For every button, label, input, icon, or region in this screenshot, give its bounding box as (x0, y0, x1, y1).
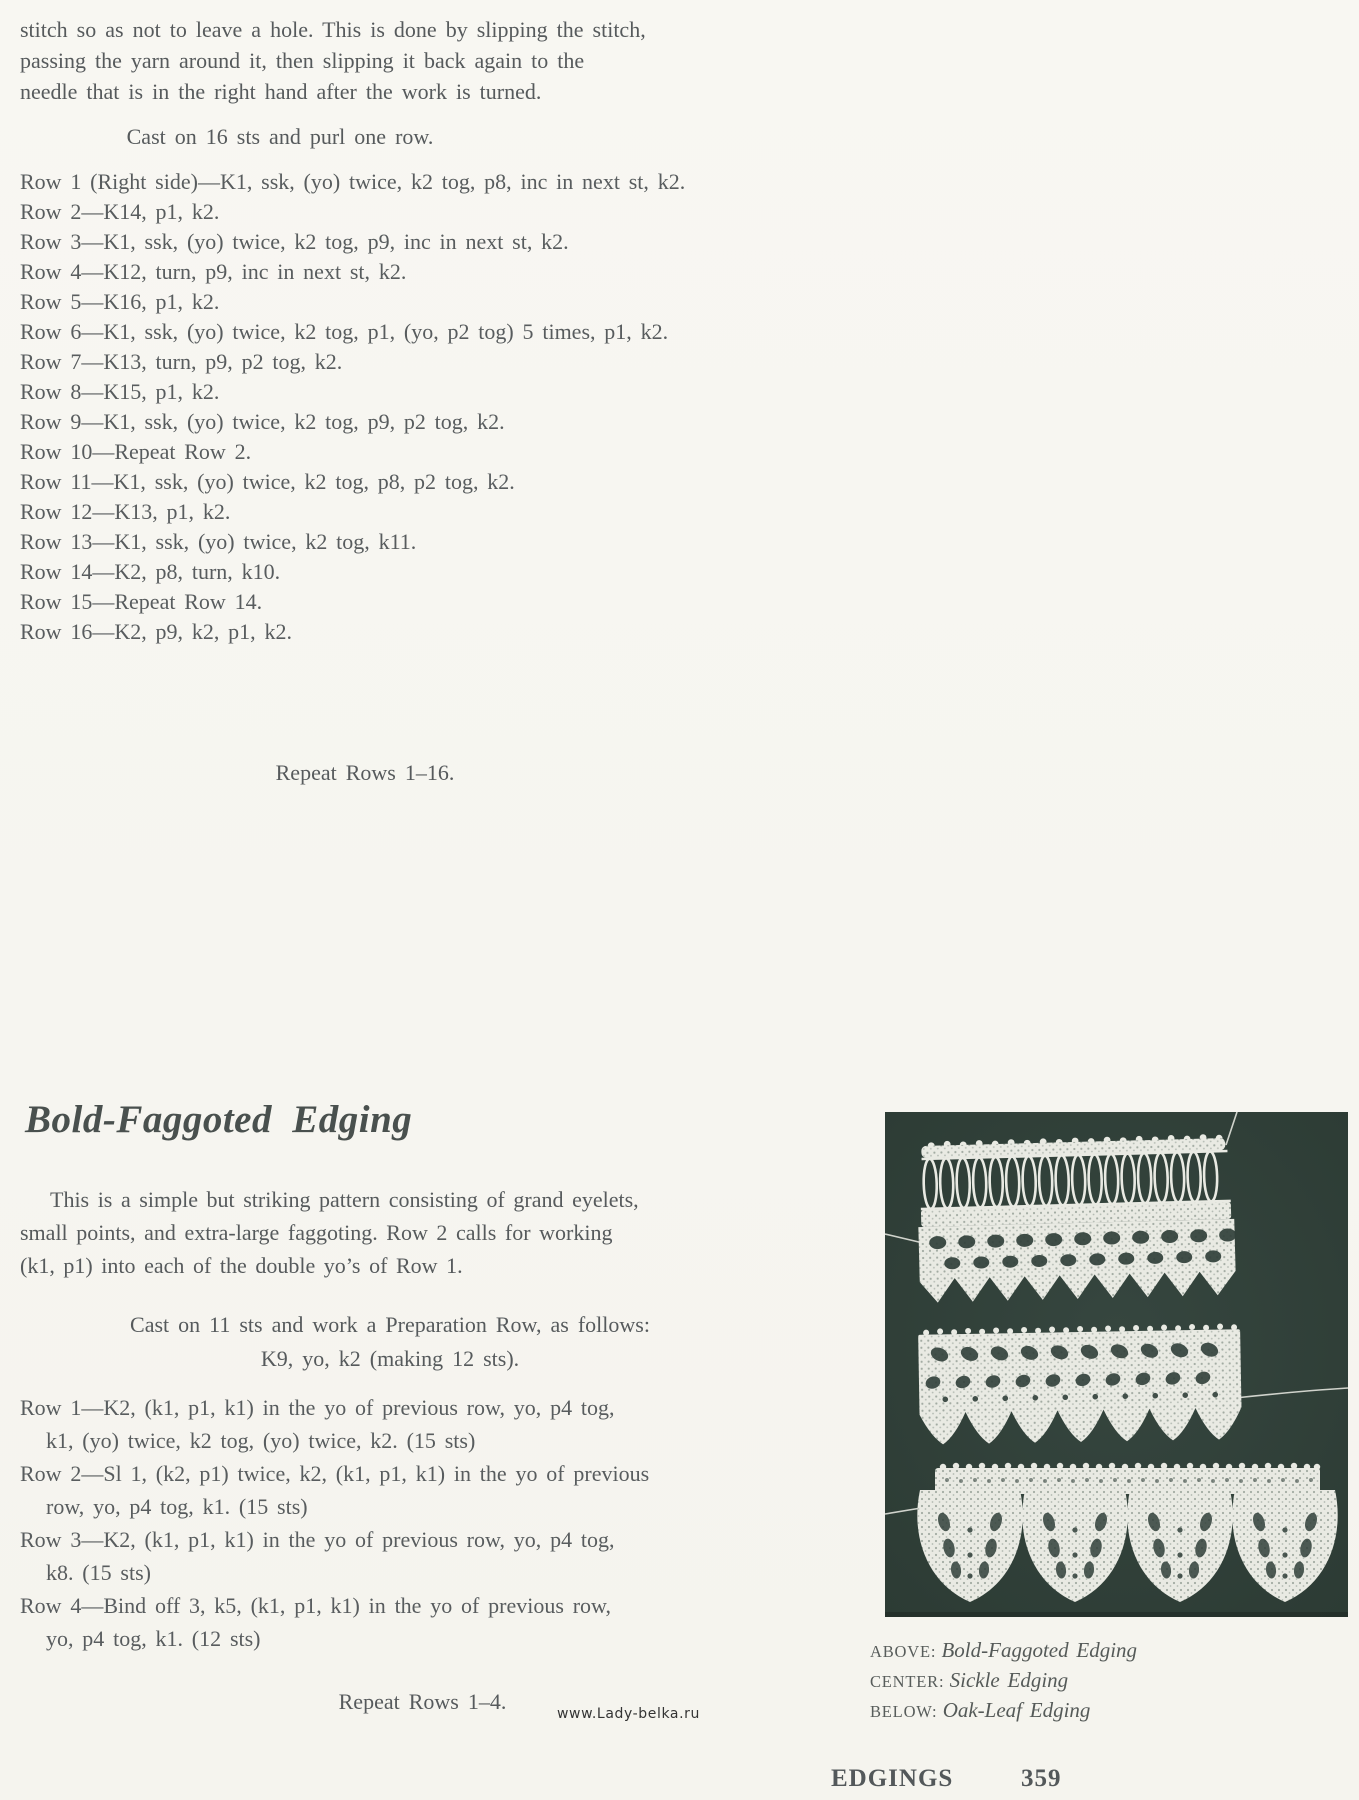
footer-page-number: 359 (1021, 1765, 1062, 1792)
row-instruction: Row 6—K1, ssk, (yo) twice, k2 tog, p1, (yo, p2 tog) 5 times, p1, k2. (20, 319, 669, 344)
row-instruction: Row 2—Sl 1, (k2, p1) twice, k2, (k1, p1, k1) in the yo of previous row, yo, p4 tog, k1. (15 sts) (20, 1461, 650, 1519)
caption-position-label: CENTER: (870, 1672, 945, 1691)
caption-position-label: ABOVE: (870, 1642, 937, 1661)
row-instruction: Row 13—K1, ssk, (yo) twice, k2 tog, k11. (20, 529, 417, 554)
section-heading: Bold-Faggoted Edging (25, 1098, 413, 1141)
cast-on-11-lines (0, 1308, 780, 1376)
paragraph-line: (k1, p1) into each of the double yo’s of Row 1. (20, 1253, 463, 1278)
row-instruction: Row 11—K1, ssk, (yo) twice, k2 tog, p8, p2 tog, k2. (20, 469, 515, 494)
row-instruction: Row 15—Repeat Row 14. (20, 589, 263, 614)
row-instruction: Row 12—K13, p1, k2. (20, 499, 231, 524)
row-instruction: Row 1 (Right side)—K1, ssk, (yo) twice, k2 tog, p8, inc in next st, k2. (20, 169, 686, 194)
row-instruction: Row 3—K2, (k1, p1, k1) in the yo of previous row, yo, p4 tog, k8. (15 sts) (20, 1527, 615, 1585)
caption-edging-name: Bold-Faggoted Edging (941, 1638, 1138, 1662)
row-instruction: Row 7—K13, turn, p9, p2 tog, k2. (20, 349, 343, 374)
row-instruction: Row 4—Bind off 3, k5, (k1, p1, k1) in the yo of previous row, yo, p4 tog, k1. (12 sts) (20, 1593, 612, 1651)
lace-edgings-photo (885, 1112, 1348, 1617)
cast-on-line: Cast on 11 sts and work a Preparation Row, as follows: (130, 1312, 650, 1337)
row-instruction: Row 10—Repeat Row 2. (20, 439, 252, 464)
caption-edging-name: Sickle Edging (949, 1668, 1069, 1692)
section-intro-paragraph (20, 1183, 639, 1282)
repeat-rows-16-line: Repeat Rows 1–16. (275, 760, 455, 785)
repeat-rows-4-line: Repeat Rows 1–4. (338, 1689, 507, 1714)
row-instructions-1-16 (20, 167, 685, 647)
site-watermark: www.Lady-belka.ru (557, 1706, 700, 1722)
paragraph-line: needle that is in the right hand after the work is turned. (20, 79, 542, 104)
caption-position-label: BELOW: (870, 1702, 938, 1721)
row-instruction: Row 5—K16, p1, k2. (20, 289, 220, 314)
row-instruction: Row 1—K2, (k1, p1, k1) in the yo of previous row, yo, p4 tog, k1, (yo) twice, k2 tog, (yo) twice, k2. (15 sts) (20, 1395, 615, 1453)
page-footer (0, 1765, 1359, 1797)
cast-on-line: K9, yo, k2 (making 12 sts). (260, 1346, 520, 1371)
paragraph-line: stitch so as not to leave a hole. This is done by slipping the stitch, (20, 17, 646, 42)
lace-edgings-illustration (885, 1112, 1348, 1617)
row-instruction: Row 3—K1, ssk, (yo) twice, k2 tog, p9, inc in next st, k2. (20, 229, 569, 254)
row-instruction: Row 14—K2, p8, turn, k10. (20, 559, 281, 584)
row-instruction: Row 8—K15, p1, k2. (20, 379, 220, 404)
row-instruction: Row 16—K2, p9, k2, p1, k2. (20, 619, 292, 644)
caption-line (870, 1636, 1137, 1666)
paragraph-line: passing the yarn around it, then slipping it back again to the (20, 48, 585, 73)
row-instruction: Row 4—K12, turn, p9, inc in next st, k2. (20, 259, 407, 284)
photo-caption (870, 1636, 1137, 1726)
caption-line (870, 1696, 1137, 1726)
paragraph-line: small points, and extra-large faggoting. Row 2 calls for working (20, 1220, 613, 1245)
caption-line (870, 1666, 1137, 1696)
paragraph-line: This is a simple but striking pattern consisting of grand eyelets, (50, 1187, 639, 1212)
caption-edging-name: Oak-Leaf Edging (942, 1698, 1091, 1722)
row-instruction: Row 2—K14, p1, k2. (20, 199, 220, 224)
footer-section-title: EDGINGS (831, 1765, 954, 1792)
cast-on-16-line: Cast on 16 sts and purl one row. (126, 124, 434, 149)
row-instructions-1-4 (20, 1391, 649, 1655)
row-instruction: Row 9—K1, ssk, (yo) twice, k2 tog, p9, p2 tog, k2. (20, 409, 505, 434)
top-paragraph (20, 14, 646, 107)
